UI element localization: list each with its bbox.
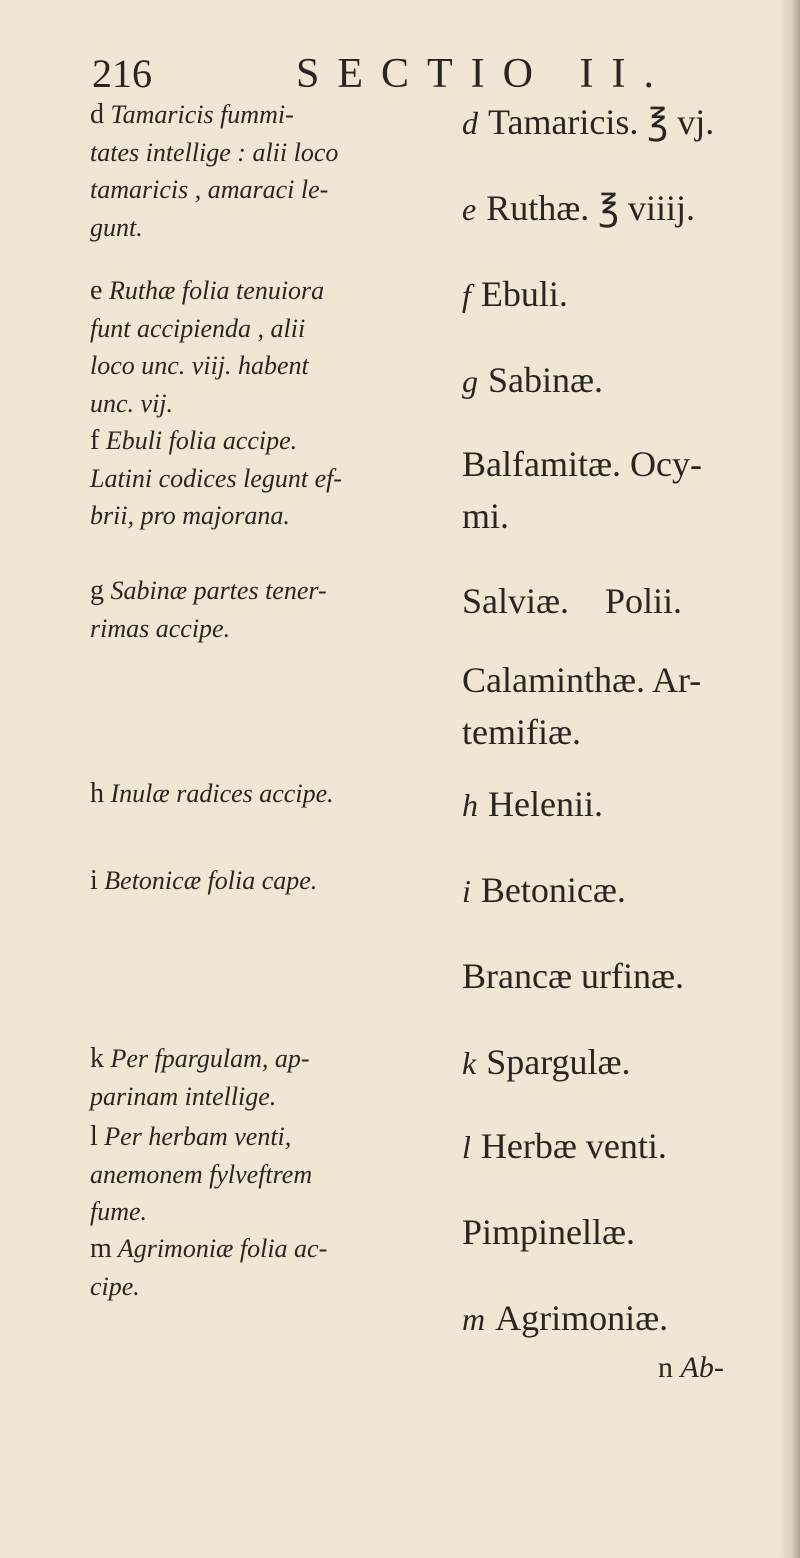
note-line: fume.: [90, 1197, 148, 1226]
note-line: Ruthæ folia tenuiora: [108, 276, 325, 305]
note-e: [90, 272, 435, 422]
entry-balsamita: [462, 438, 777, 490]
note-letter: k: [90, 1043, 104, 1074]
catchword-word: Ab-: [680, 1351, 724, 1384]
entry-text: Spargulæ.: [486, 1042, 631, 1082]
note-m: [90, 1230, 435, 1305]
note-line: Sabinæ partes tener-: [110, 576, 327, 605]
entry-text: Pimpinellæ.: [462, 1212, 636, 1252]
note-h: [90, 775, 435, 813]
note-g: [90, 572, 435, 647]
entry-text: Salviæ. Polii.: [462, 581, 683, 621]
note-line: anemonem fylveftrem: [90, 1159, 313, 1189]
note-line: funt accipienda , alii: [90, 313, 306, 343]
note-f: [90, 422, 435, 535]
note-letter: e: [90, 275, 103, 306]
catchword-letter: n: [658, 1351, 673, 1384]
entry-text: mi.: [462, 496, 510, 536]
page-edge-shadow: [778, 0, 800, 1558]
entry-g: [462, 354, 777, 407]
entry-text: temifiæ.: [462, 712, 581, 752]
entry-letter: k: [462, 1045, 477, 1081]
entry-text: Brancæ urfinæ.: [462, 956, 684, 996]
page-number: 216: [92, 51, 152, 96]
entry-letter: i: [462, 873, 471, 909]
entry-letter: h: [462, 787, 478, 823]
entry-e: [462, 182, 777, 235]
entry-salvia: [462, 575, 777, 627]
note-line: tamaricis , amaraci le-: [90, 175, 329, 204]
entry-letter: m: [462, 1301, 486, 1337]
entry-text: Ruthæ. ℥ viiij.: [486, 188, 696, 228]
note-letter: m: [90, 1233, 112, 1264]
entry-text: Herbæ venti.: [480, 1126, 667, 1166]
note-l: [90, 1118, 435, 1231]
note-letter: l: [90, 1121, 98, 1152]
entry-k: [462, 1036, 777, 1089]
note-letter: d: [90, 99, 104, 130]
note-line: rimas accipe.: [90, 613, 231, 643]
note-line: Betonicæ folia cape.: [104, 866, 318, 895]
entry-m: [462, 1292, 777, 1345]
note-line: brii, pro majorana.: [90, 501, 290, 530]
note-letter: g: [90, 575, 104, 606]
note-line: Tamaricis fummi-: [110, 100, 294, 129]
note-line: cipe.: [90, 1271, 140, 1301]
section-title: SECTIO II.: [296, 51, 672, 97]
note-line: unc. vij.: [90, 388, 174, 418]
note-k: [90, 1040, 435, 1115]
entry-letter: d: [462, 105, 478, 141]
entry-text: Betonicæ.: [480, 870, 626, 910]
note-letter: i: [90, 865, 98, 896]
note-letter: h: [90, 778, 104, 809]
note-line: Agrimoniæ folia ac-: [117, 1234, 328, 1263]
entry-h: [462, 778, 777, 831]
note-line: Per fpargulam, ap-: [110, 1044, 310, 1073]
note-line: Ebuli folia accipe.: [105, 426, 298, 455]
entry-f: [462, 268, 777, 321]
note-line: Latini codices legunt ef-: [90, 463, 343, 493]
entry-pimpinella: [462, 1206, 777, 1258]
entry-text: Sabinæ.: [488, 360, 604, 400]
entry-text: Tamaricis. ℥ vj.: [488, 102, 715, 142]
entry-letter: g: [462, 363, 478, 399]
note-d: [90, 96, 435, 246]
note-i: [90, 862, 435, 900]
entry-l: [462, 1120, 777, 1173]
entry-text: Ebuli.: [480, 274, 568, 314]
entry-d: [462, 96, 777, 149]
note-line: tates intellige : alii loco: [90, 137, 339, 167]
entry-text: Agrimoniæ.: [495, 1298, 669, 1338]
entry-balsamita-cont: [462, 490, 777, 542]
entry-calamintha-cont: [462, 706, 777, 758]
entry-text: Helenii.: [488, 784, 603, 824]
entry-calamintha: [462, 654, 777, 706]
entry-branca: [462, 950, 777, 1002]
note-line: gunt.: [90, 212, 143, 242]
note-line: parinam intellige.: [90, 1081, 277, 1111]
entry-text: Calaminthæ. Ar-: [462, 660, 702, 700]
note-line: Inulæ radices accipe.: [110, 779, 334, 808]
note-letter: f: [90, 425, 100, 456]
entry-letter: l: [462, 1129, 471, 1165]
entry-letter: f: [462, 277, 471, 313]
entry-letter: e: [462, 191, 477, 227]
entry-text: Balfamitæ. Ocy-: [462, 444, 702, 484]
note-line: loco unc. viij. habent: [90, 351, 309, 380]
entry-i: [462, 864, 777, 917]
note-line: Per herbam venti,: [104, 1122, 292, 1151]
catchword: [658, 1342, 768, 1394]
